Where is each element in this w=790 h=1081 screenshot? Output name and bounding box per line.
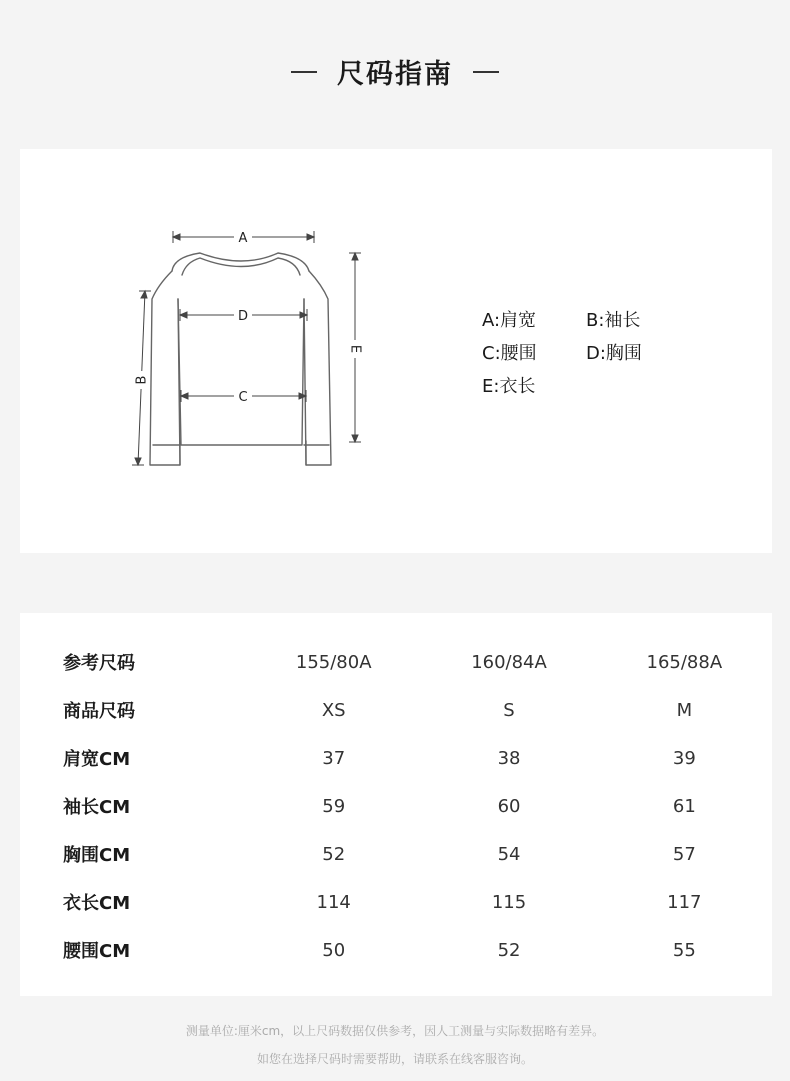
table-cell: 115 [491, 891, 527, 913]
row-label: 肩宽CM [63, 749, 131, 770]
label-d: D [237, 309, 249, 324]
size-table [20, 638, 772, 974]
table-cell: 57 [672, 843, 696, 865]
table-cell: 37 [322, 747, 346, 769]
table-cell: S [503, 699, 515, 721]
title-dash-left [291, 71, 317, 73]
table-row [20, 830, 772, 878]
label-b: B [134, 375, 150, 385]
measurement-note: 测量单位:厘米cm，以上尺码数据仅供参考，因人工测量与实际数据略有差异。 [185, 1024, 605, 1038]
size-diagram-card [20, 149, 772, 553]
legend-item-sleeve: B:袖长 [586, 310, 641, 331]
table-cell: 39 [672, 747, 696, 769]
table-cell: 50 [322, 939, 346, 961]
legend-row [482, 372, 690, 405]
table-cell: 38 [497, 747, 521, 769]
page-title [0, 52, 790, 91]
table-cell: 59 [322, 795, 346, 817]
table-row [20, 782, 772, 830]
measurement-legend [482, 306, 690, 405]
table-cell: 160/84A [471, 651, 547, 673]
legend-item-chest: D:胸围 [586, 343, 642, 364]
row-label: 参考尺码 [63, 653, 135, 674]
title-dash-right [473, 71, 499, 73]
row-label: 腰围CM [63, 941, 131, 962]
table-cell: 60 [497, 795, 521, 817]
legend-row [482, 306, 690, 339]
legend-item-waist: C:腰围 [482, 343, 537, 364]
row-label: 袖长CM [63, 797, 131, 818]
sweater-outline [150, 253, 331, 465]
legend-item-length: E:衣长 [482, 376, 536, 397]
label-e: E [347, 344, 363, 354]
table-cell: 165/88A [646, 651, 723, 673]
table-cell: 114 [316, 891, 351, 913]
row-label: 商品尺码 [63, 701, 135, 722]
table-cell: M [676, 699, 693, 721]
table-cell: 55 [672, 939, 696, 961]
help-note: 如您在选择尺码时需要帮助，请联系在线客服咨询。 [256, 1052, 533, 1066]
table-cell: 52 [322, 843, 346, 865]
table-cell: 54 [497, 843, 521, 865]
table-cell: 155/80A [295, 651, 372, 673]
legend-item-shoulder: A:肩宽 [482, 310, 537, 331]
table-cell: 117 [667, 891, 702, 913]
table-row [20, 638, 772, 686]
table-row [20, 926, 772, 974]
table-cell: XS [321, 699, 346, 721]
size-table-card [20, 613, 772, 996]
row-label: 胸围CM [63, 845, 131, 866]
label-a: A [238, 231, 248, 246]
legend-row [482, 339, 690, 372]
label-c: C [238, 390, 248, 405]
table-cell: 61 [672, 795, 696, 817]
page-title-text: 尺码指南 [337, 59, 453, 90]
table-row [20, 734, 772, 782]
row-label: 衣长CM [63, 893, 131, 914]
table-cell: 52 [497, 939, 521, 961]
table-row [20, 878, 772, 926]
table-row [20, 686, 772, 734]
